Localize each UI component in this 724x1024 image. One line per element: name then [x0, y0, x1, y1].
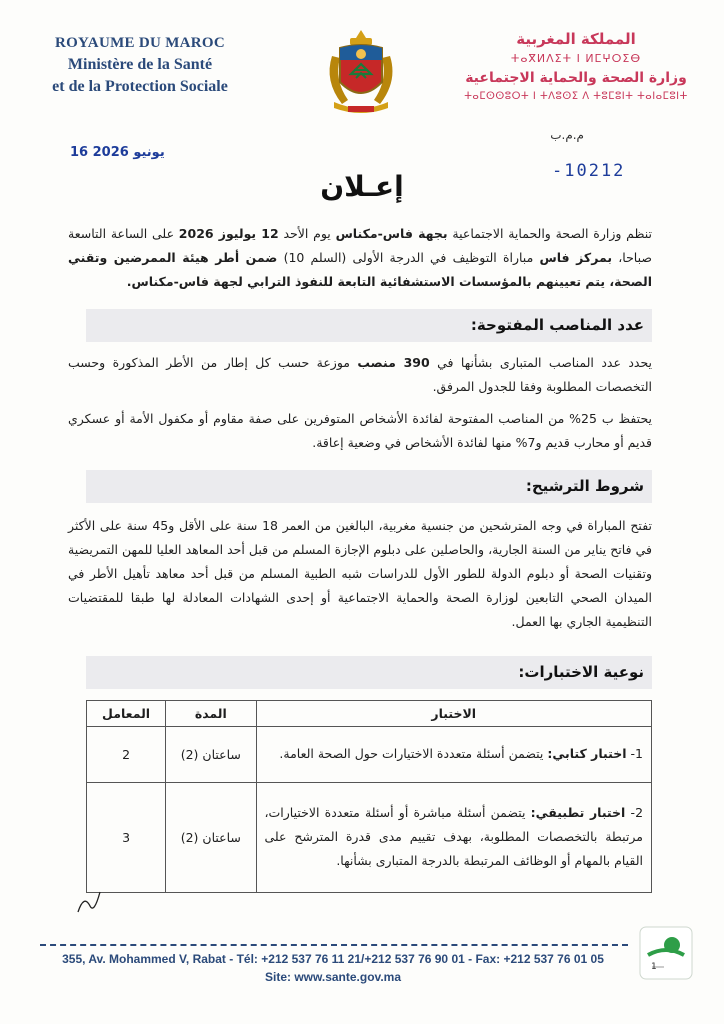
number-stamp: -10212: [552, 161, 626, 181]
table-row: [87, 727, 652, 783]
ministry-name-tifinagh: ⵜⴰⵎⵙⵙⵓⵔⵜ ⵏ ⵜⴷⵓⵙⵉ ⴷ ⵜⵓⵎⵓⵏⵜ ⵜⴰⵏⴰⵎⵓⵏⵜ: [464, 91, 688, 102]
header-arabic: [456, 28, 696, 105]
intro-paragraph: تنظم وزارة الصحة والحماية الاجتماعية بجهة فاس-مكناس يوم الأحد 12 يوليوز 2026 على الساعة التاسعة صباحا، بمركز فاس مباراة التوظيف في الدرجة الأولى (السلم 10) ضمن أطر هيئة الممرضين وتقني الصحة، يتم تعيينهم بالمؤسسات الاستشفائية التابعة للنفوذ الترابي لجهة فاس-مكناس.: [68, 226, 653, 289]
table-header-row: [87, 701, 652, 727]
header-french: [30, 32, 250, 98]
kingdom-name-fr: ROYAUME DU MAROC: [54, 35, 226, 51]
footer-address: 355, Av. Mohammed V, Rabat - Tél: +212 537 76 11 21/+212 537 76 90 01 - Fax: +212 537 76 01 05: [62, 952, 604, 966]
footer-divider: [40, 944, 628, 946]
exams-table: [86, 700, 652, 893]
reference-code: م.م.ب: [550, 128, 584, 142]
section-heading-positions: عدد المناصب المفتوحة:: [86, 309, 652, 342]
footer-website: Site: www.sante.gov.ma: [264, 970, 402, 984]
ministry-name-fr-line2: et de la Protection Sociale: [52, 78, 228, 95]
table-row: [87, 783, 652, 893]
section-heading-exams: نوعية الاختبارات:: [86, 656, 652, 689]
moroccan-coat-of-arms-icon: [318, 26, 404, 116]
section-heading-conditions: شروط الترشيح:: [86, 470, 652, 503]
footer: [28, 950, 638, 986]
ministry-logo-icon: [638, 925, 694, 981]
exam-duration: ساعتان (2): [166, 783, 256, 893]
positions-paragraph: يحدد عدد المناصب المتبارى بشأنها في 390 منصب موزعة حسب كل إطار من الأطر المذكورة وحسب التخصصات المطلوبة وفقا للجدول المرفق.: [68, 355, 652, 394]
exam-coefficient: 3: [87, 783, 166, 893]
initials-mark-icon: [72, 880, 112, 920]
kingdom-name-ar: المملكة المغربية: [516, 30, 636, 48]
reserved-quota-paragraph: يحتفظ ب 25% من المناصب المفتوحة لفائدة الأشخاص المتوفرين على صفة مقاوم أو مكفول الأمة أو عسكري قديم أو محارب قديم و7% منها لفائدة الأشخاص في وضعية إعاقة.: [68, 411, 652, 450]
header-exam: الاختبار: [256, 701, 652, 727]
exam-description: 1- اختبار كتابي: يتضمن أسئلة متعددة الاختيارات حول الصحة العامة.: [256, 727, 652, 783]
header-coefficient: المعامل: [87, 701, 166, 727]
page-number: 1: [651, 962, 657, 972]
ministry-name-fr-line1: Ministère de la Santé: [67, 56, 213, 73]
exam-description: 2- اختبار تطبيقي: يتضمن أسئلة مباشرة أو أسئلة متعددة الاختيارات، مرتبطة بالتخصصات المطلوبة، بهدف تقييم مدى قدرة المترشح على القيام بالمهام أو الوظائف المرتبطة بالدرجة المتبارى بشأنها.: [256, 783, 652, 893]
kingdom-name-tifinagh: ⵜⴰⴳⵍⴷⵉⵜ ⵏ ⵍⵎⵖⵔⵉⴱ: [510, 52, 642, 65]
ministry-name-ar: وزارة الصحة والحماية الاجتماعية: [465, 70, 687, 86]
header-duration: المدة: [166, 701, 256, 727]
conditions-paragraph: تفتح المباراة في وجه المترشحين من جنسية مغربية، البالغين من العمر 18 سنة على الأقل و45 سنة على الأكثر في فاتح يناير من السنة الجارية، والحاصلين على دبلوم الإجازة المسلم من قبل أحد المعاهد العليا للمهن التمريضية وتقنيات الصحة أو دبلوم الدولة للطور الأول للدراسات شبه الطبية المسلم من قبل أحد معاهد تأهيل الأطر في الميدان الصحي التابعين لوزارة الصحة والحماية الاجتماعية أو إحدى الشهادات المعادلة لها طبقا للمقتضيات التنظيمية الجاري بها العمل.: [68, 518, 653, 629]
exam-duration: ساعتان (2): [166, 727, 256, 783]
date-stamp: 16 يونيو 2026: [70, 145, 165, 160]
page-title: إعـلان: [320, 170, 404, 203]
exam-coefficient: 2: [87, 727, 166, 783]
